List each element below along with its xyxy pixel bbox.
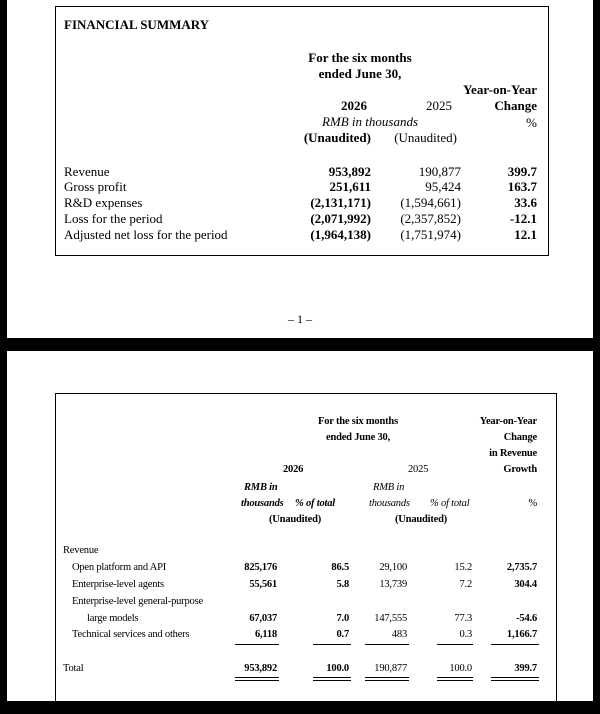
row-growth: 304.4 — [514, 579, 537, 590]
total-rule — [365, 677, 409, 681]
row-change: 33.6 — [514, 195, 537, 210]
unit-label: RMB in thousands — [321, 114, 419, 129]
yoy-heading-line3: in Revenue — [489, 448, 537, 459]
row-prior: 13,739 — [379, 579, 407, 590]
row-current-pct: 7.0 — [336, 613, 349, 624]
row-prior: 95,424 — [425, 179, 461, 194]
unit-line2-prior: thousands — [369, 498, 410, 509]
section-label: Revenue — [63, 545, 99, 556]
year-current: 2026 — [341, 98, 367, 113]
status-prior: (Unaudited) — [395, 514, 448, 525]
total-rule — [235, 677, 279, 681]
row-label: Technical services and others — [72, 629, 190, 640]
row-current: 825,176 — [244, 562, 277, 573]
document-page-1 — [7, 0, 593, 338]
row-label: Enterprise-level general-purpose — [72, 596, 203, 607]
row-prior: (1,751,974) — [400, 227, 461, 242]
row-growth: 2,735.7 — [506, 562, 537, 573]
document-page-2 — [7, 351, 593, 701]
total-current: 953,892 — [244, 663, 277, 674]
yoy-unit: % — [528, 498, 537, 509]
row-current-pct: 5.8 — [336, 579, 349, 590]
yoy-heading-line1: Year-on-Year — [463, 82, 537, 97]
row-label: Enterprise-level agents — [72, 579, 164, 590]
status-prior: (Unaudited) — [394, 130, 457, 145]
row-current: 6,118 — [254, 629, 277, 640]
total-label: Total — [63, 663, 84, 674]
pct-total-prior: % of total — [430, 498, 470, 509]
row-label: Open platform and API — [72, 562, 167, 573]
yoy-unit: % — [526, 115, 537, 130]
yoy-heading-line2: Change — [494, 98, 537, 113]
row-change: 399.7 — [507, 164, 537, 179]
row-prior: (1,594,661) — [400, 195, 461, 210]
row-label: Gross profit — [64, 179, 127, 194]
row-current-pct: 0.7 — [336, 629, 349, 640]
unit-line1-prior: RMB in — [373, 482, 405, 493]
total-current-pct: 100.0 — [326, 663, 349, 674]
total-prior-pct: 100.0 — [449, 663, 472, 674]
period-heading-line1: For the six months — [318, 416, 398, 427]
yoy-heading-line1: Year-on-Year — [479, 416, 537, 427]
row-growth: -54.6 — [516, 613, 537, 624]
row-prior: 29,100 — [379, 562, 407, 573]
subtotal-rule — [437, 644, 473, 645]
row-label: R&D expenses — [64, 195, 143, 210]
page-number: – 1 – — [288, 312, 312, 326]
subtotal-rule — [313, 644, 351, 645]
row-prior: 147,555 — [374, 613, 407, 624]
unit-line1-current: RMB in — [244, 482, 278, 493]
row-current: 251,611 — [329, 179, 371, 194]
row-change: 163.7 — [507, 179, 537, 194]
period-heading-line2: ended June 30, — [318, 66, 402, 81]
subtotal-rule — [491, 644, 539, 645]
row-current: 67,037 — [249, 613, 277, 624]
row-current-pct: 86.5 — [331, 562, 349, 573]
pct-total-current: % of total — [295, 498, 335, 509]
row-prior-pct: 15.2 — [454, 562, 472, 573]
total-prior: 190,877 — [374, 663, 407, 674]
row-growth: 1,166.7 — [506, 629, 537, 640]
total-rule — [313, 677, 351, 681]
row-prior: (2,357,852) — [400, 211, 461, 226]
row-current: 55,561 — [249, 579, 277, 590]
row-current: (2,071,992) — [310, 211, 371, 226]
row-prior: 483 — [391, 629, 407, 640]
total-rule — [491, 677, 539, 681]
subtotal-rule — [235, 644, 279, 645]
row-prior-pct: 7.2 — [459, 579, 472, 590]
period-heading-line2: ended June 30, — [325, 432, 390, 443]
row-prior-pct: 0.3 — [459, 629, 472, 640]
unit-line2-current: thousands — [241, 498, 284, 509]
row-label: Revenue — [64, 164, 110, 179]
row-prior: 190,877 — [418, 164, 461, 179]
page-title: FINANCIAL SUMMARY — [64, 17, 210, 32]
total-growth: 399.7 — [514, 663, 537, 674]
row-label: Adjusted net loss for the period — [64, 227, 228, 242]
yoy-heading-line2: Change — [503, 432, 537, 443]
year-prior: 2025 — [408, 464, 429, 475]
year-current: 2026 — [283, 464, 304, 475]
row-label-continued: large models — [87, 613, 139, 624]
row-current: (1,964,138) — [310, 227, 371, 242]
row-change: -12.1 — [509, 211, 537, 226]
year-prior: 2025 — [426, 98, 452, 113]
total-rule — [437, 677, 473, 681]
row-current: 953,892 — [328, 164, 371, 179]
status-current: (Unaudited) — [303, 130, 371, 145]
yoy-heading-line4: Growth — [503, 464, 537, 475]
row-current: (2,131,171) — [310, 195, 371, 210]
row-label: Loss for the period — [64, 211, 163, 226]
subtotal-rule — [365, 644, 409, 645]
status-current: (Unaudited) — [269, 514, 322, 525]
period-heading-line1: For the six months — [308, 50, 412, 65]
row-change: 12.1 — [514, 227, 537, 242]
row-prior-pct: 77.3 — [454, 613, 472, 624]
